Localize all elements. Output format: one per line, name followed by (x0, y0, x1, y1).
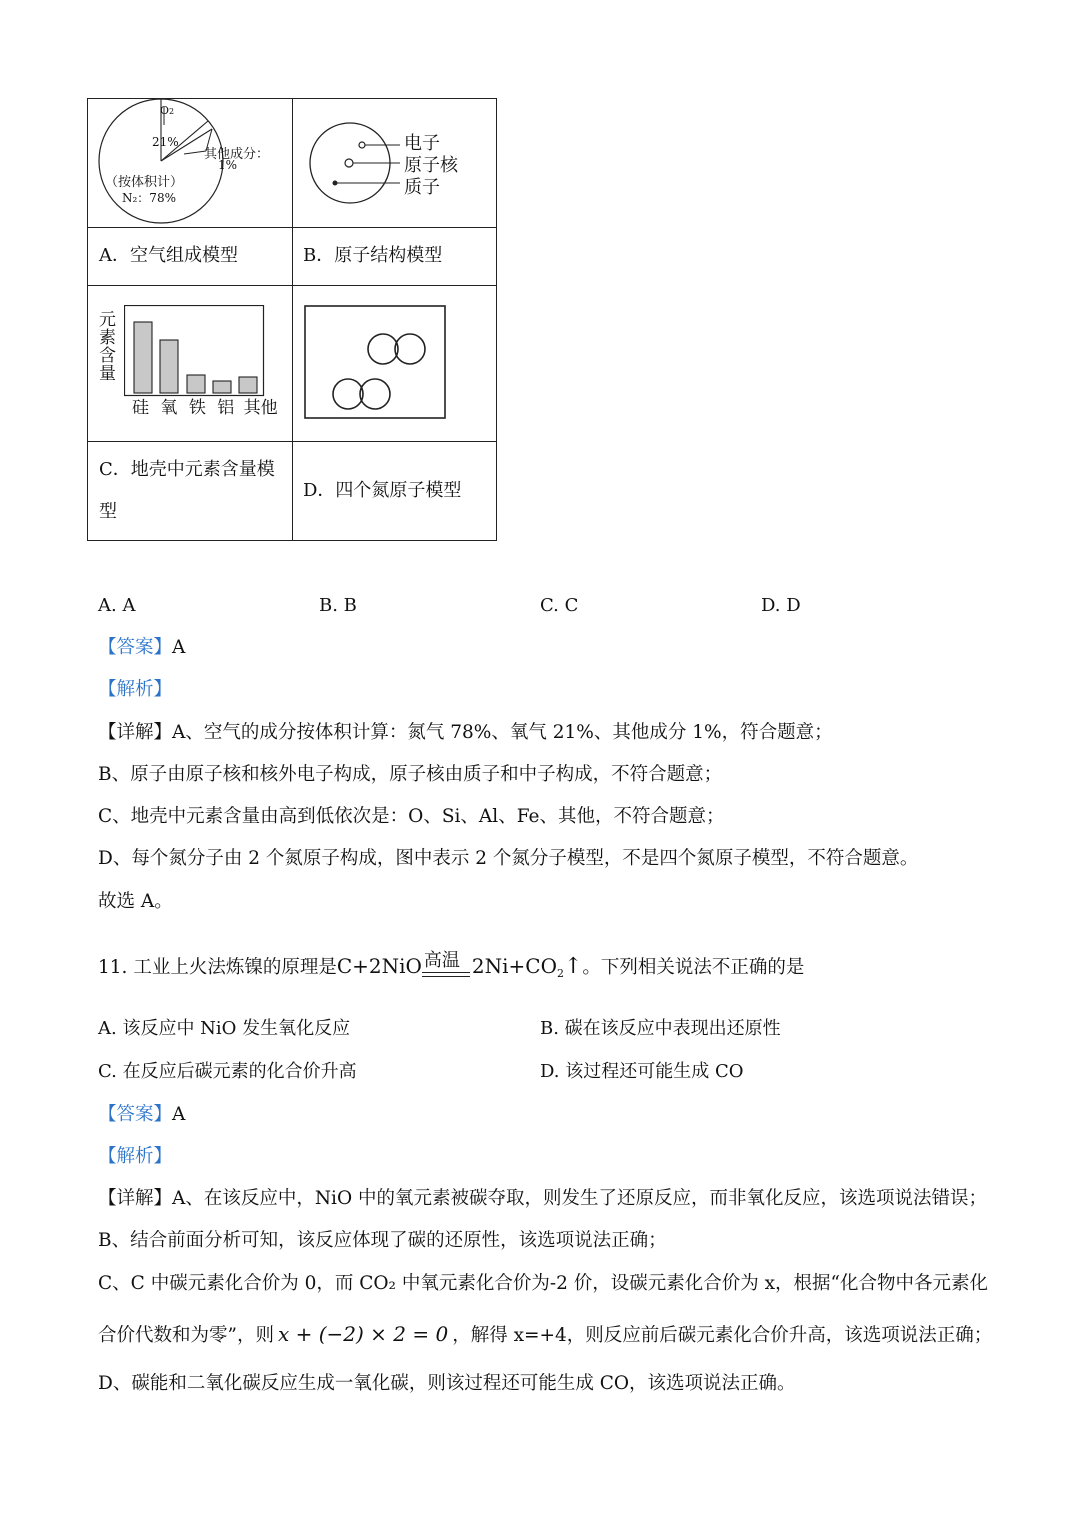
equation-left: C+2NiO (336, 954, 422, 978)
proton-label: 质子 (404, 177, 440, 198)
gas-arrow: ↑ (563, 954, 583, 979)
subscript: 2 (556, 967, 564, 980)
nitrogen-molecule-model (292, 285, 498, 441)
caption-c-line1: C．地壳中元素含量模 (99, 459, 275, 480)
caption-c-line2: 型 (99, 501, 117, 522)
category-label: 氧 (160, 398, 178, 418)
q11-detail-line: B、结合前面分析可知，该反应体现了碳的还原性，该选项说法正确； (98, 1230, 667, 1251)
q10-option-a: A. A (98, 595, 136, 616)
q11-stem (98, 950, 805, 986)
category-label: 其他 (243, 398, 278, 418)
q10-detail-line: D、每个氮分子由 2 个氮原子构成，图中表示 2 个氮分子模型，不是四个氮原子模型，不符合题意。 (98, 848, 919, 869)
q10-option-d: D. D (761, 595, 801, 616)
math-expression: x + (−2) × 2 = 0 (277, 1322, 449, 1346)
q10-answer (98, 636, 185, 660)
q10-option-b: B. B (319, 595, 357, 616)
q11-detail-line: 【详解】A、在该反应中，NiO 中的氧元素被碳夺取，则发生了还原反应，而非氧化反应，该选项说法错误； (98, 1188, 988, 1209)
q11-detail-line-4 (98, 1322, 992, 1348)
equals-line (422, 976, 470, 977)
q11-option-d: D. 该过程还可能生成 CO (540, 1061, 744, 1082)
bar-铝 (213, 381, 231, 393)
caption-a: A．空气组成模型 (99, 245, 238, 266)
chart-categories (132, 397, 278, 419)
question-number: 11. (98, 957, 128, 978)
atom-labels (404, 133, 458, 199)
atom-circle (360, 379, 390, 409)
q10-analysis-tag: 【解析】 (98, 679, 173, 700)
ylabel-char: 量 (99, 364, 116, 384)
caption-b: B．原子结构模型 (303, 245, 443, 266)
bar-氧 (160, 340, 178, 393)
answer-value: A (172, 637, 186, 658)
o2-label: O2 (160, 104, 175, 117)
bar-铁 (187, 375, 205, 393)
caption-d: D．四个氮原子模型 (303, 480, 462, 501)
q10-detail-line: B、原子由原子核和核外电子构成，原子核由质子和中子构成，不符合题意； (98, 764, 723, 785)
q11-answer (98, 1103, 185, 1127)
q10-option-c: C. C (540, 595, 579, 616)
chart-ylabel (99, 311, 117, 383)
other-percent: 1% (218, 158, 238, 172)
air-composition-pie (88, 99, 292, 227)
line-text: ，解得 x=+4，则反应前后碳元素化合价升高，该选项说法正确； (452, 1325, 993, 1346)
category-label: 铁 (188, 398, 206, 418)
options-table (87, 98, 497, 541)
q11-option-b: B. 碳在该反应中表现出还原性 (540, 1018, 781, 1039)
n2-label: N₂：78% (122, 191, 176, 205)
q11-analysis-tag: 【解析】 (98, 1146, 173, 1167)
condition-text: 高温 (423, 950, 460, 971)
stem-text: 工业上火法炼镍的原理是 (133, 957, 337, 978)
crust-element-bar-chart (124, 305, 266, 397)
category-label: 硅 (132, 398, 149, 418)
bar-其他 (239, 377, 257, 393)
q10-conclusion: 故选 A。 (98, 891, 173, 912)
electron-label: 电子 (404, 133, 440, 154)
stem-text: 。下列相关说法不正确的是 (582, 957, 805, 978)
answer-tag: 【答案】 (98, 637, 173, 658)
q10-detail-line: C、地壳中元素含量由高到低依次是：O、Si、Al、Fe、其他，不符合题意； (98, 806, 725, 827)
equation-right: 2Ni+CO (471, 954, 557, 978)
ylabel-char: 素 (99, 328, 116, 348)
category-label: 铝 (217, 398, 235, 418)
q11-detail-line: D、碳能和二氧化碳反应生成一氧化碳，则该过程还可能生成 CO，该选项说法正确。 (98, 1373, 796, 1394)
atom-circle (368, 334, 398, 364)
atom-circle (333, 379, 363, 409)
q11-option-a: A. 该反应中 NiO 发生氧化反应 (98, 1018, 351, 1039)
by-volume-label: （按体积计） (105, 175, 184, 190)
atom-structure-model (292, 99, 498, 227)
bar-硅 (134, 322, 152, 393)
q11-option-c: C. 在反应后碳元素的化合价升高 (98, 1061, 357, 1082)
answer-tag: 【答案】 (98, 1104, 173, 1125)
other-label: 其他成分： (204, 147, 270, 162)
nucleus-label: 原子核 (404, 155, 458, 176)
equals-line (422, 972, 470, 973)
q11-detail-line: C、C 中碳元素化合价为 0，而 CO₂ 中氧元素化合价为-2 价，设碳元素化合价为 x，根据“化合物中各元素化 (98, 1273, 989, 1294)
ylabel-char: 元 (99, 310, 116, 330)
line-text: 合价代数和为零”，则 (98, 1325, 274, 1346)
atom-circle (395, 334, 425, 364)
q10-detail-line: 【详解】A、空气的成分按体积计算：氮气 78%、氧气 21%、其他成分 1%，符合题意； (98, 722, 833, 743)
answer-value: A (172, 1104, 186, 1125)
o2-percent: 21% (152, 135, 179, 149)
ylabel-char: 含 (99, 346, 116, 366)
